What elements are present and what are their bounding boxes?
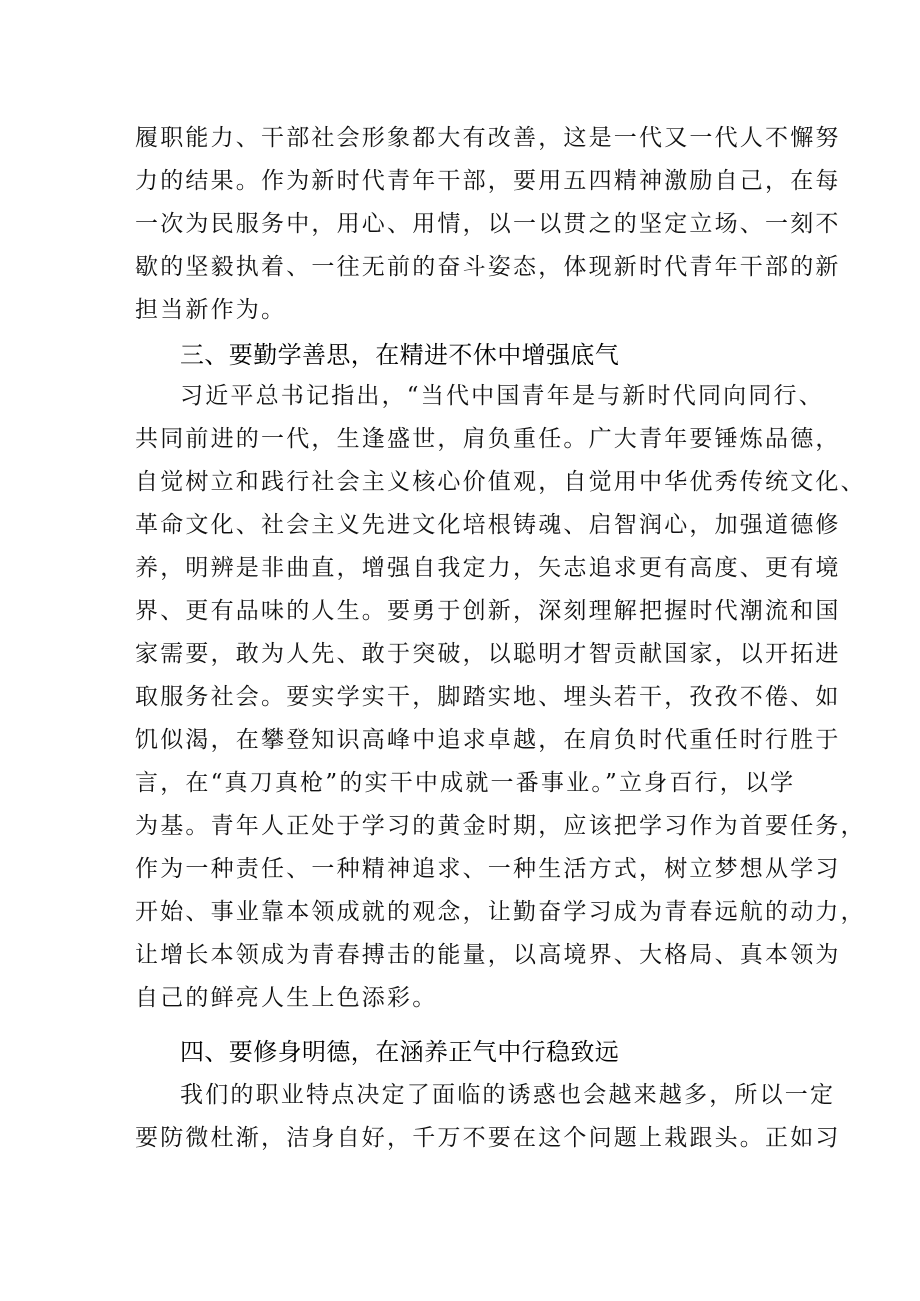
paragraph-2-line-9: 饥似渴，在攀登知识高峰中追求卓越，在肩负时代重任时行胜于: [135, 727, 841, 753]
paragraph-1-line-3: 一次为民服务中，用心、用情，以一以贯之的坚定立场、一刻不: [135, 211, 841, 237]
paragraph-2-line-7: 家需要，敢为人先、敢于突破，以聪明才智贡献国家，以开拓进: [135, 641, 841, 667]
paragraph-2-line-5: 养，明辨是非曲直，增强自我定力，矢志追求更有高度、更有境: [135, 555, 841, 581]
paragraph-1-line-5: 担当新作为。: [135, 297, 287, 323]
paragraph-2-line-15: 自己的鲜亮人生上色添彩。: [135, 985, 438, 1011]
paragraph-1-line-1: 履职能力、干部社会形象都大有改善，这是一代又一代人不懈努: [135, 125, 841, 151]
paragraph-2-line-8: 取服务社会。要实学实干，脚踏实地、埋头若干，孜孜不倦、如: [135, 684, 841, 710]
paragraph-1-line-4: 歇的坚毅执着、一往无前的奋斗姿态，体现新时代青年干部的新: [135, 254, 841, 280]
paragraph-2-line-12: 作为一种责任、一种精神追求、一种生活方式，树立梦想从学习: [135, 856, 841, 882]
paragraph-1-line-2: 力的结果。作为新时代青年干部，要用五四精神激励自己，在每: [135, 168, 841, 194]
paragraph-2-line-13: 开始、事业靠本领成就的观念，让勤奋学习成为青春远航的动力，: [135, 899, 866, 925]
paragraph-2-line-10: 言，在“真刀真枪”的实干中成就一番事业。”立身百行，以学: [135, 770, 796, 796]
paragraph-2-line-3: 自觉树立和践行社会主义核心价值观，自觉用中华优秀传统文化、: [135, 469, 866, 495]
paragraph-2-line-11: 为基。青年人正处于学习的黄金时期，应该把学习作为首要任务，: [135, 813, 866, 839]
paragraph-2-line-4: 革命文化、社会主义先进文化培根铸魂、启智润心，加强道德修: [135, 512, 841, 538]
paragraph-2-line-2: 共同前进的一代，生逢盛世，肩负重任。广大青年要锤炼品德，: [135, 426, 841, 452]
paragraph-3-line-1: 我们的职业特点决定了面临的诱惑也会越来越多，所以一定: [180, 1082, 836, 1108]
section-heading-3: 三、要勤学善思，在精进不休中增强底气: [180, 341, 620, 369]
paragraph-2-line-6: 界、更有品味的人生。要勇于创新，深刻理解把握时代潮流和国: [135, 598, 841, 624]
paragraph-2-line-1: 习近平总书记指出，“当代中国青年是与新时代同向同行、: [180, 383, 824, 409]
paragraph-2-line-14: 让增长本领成为青春搏击的能量，以高境界、大格局、真本领为: [135, 942, 841, 968]
paragraph-3-line-2: 要防微杜渐，洁身自好，千万不要在这个问题上栽跟头。正如习: [135, 1125, 841, 1151]
section-heading-4: 四、要修身明德，在涵养正气中行稳致远: [180, 1038, 620, 1066]
